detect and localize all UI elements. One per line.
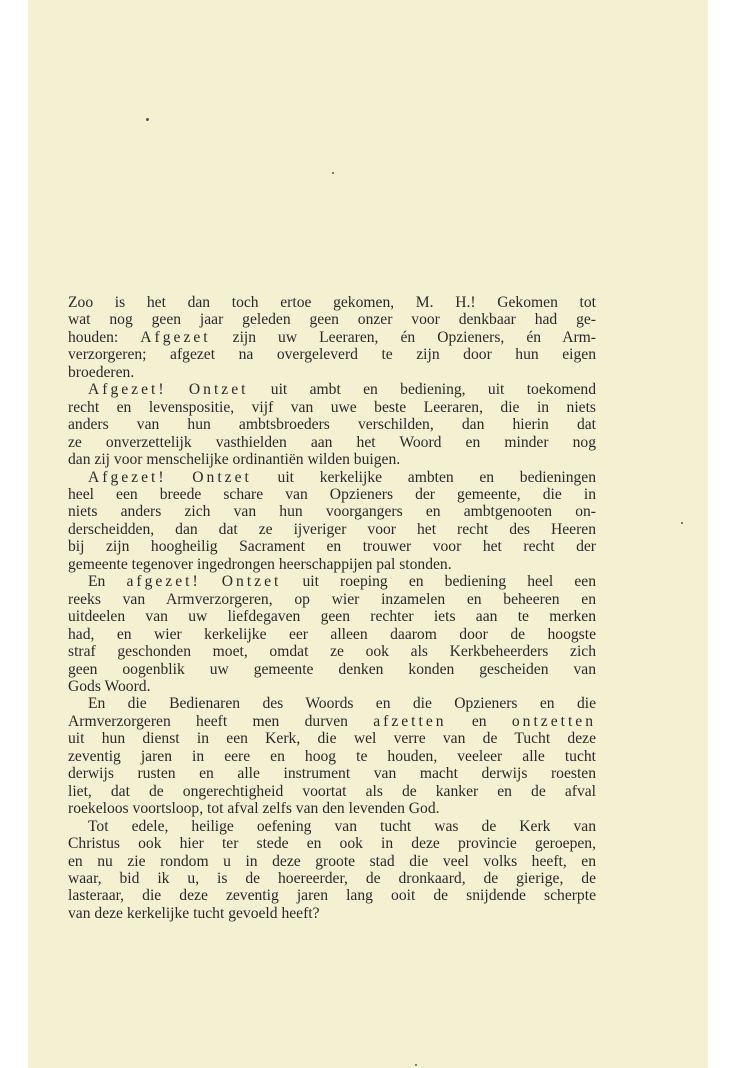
spaced-emphasis-text: Afgezet! [88, 468, 167, 486]
text-line [68, 329, 596, 346]
text-segment: zijn uw Leeraren, én Opzieners, én Arm- [210, 328, 596, 346]
text-segment [167, 469, 193, 486]
text-line [68, 311, 596, 328]
paragraph [68, 381, 596, 468]
text-line [68, 591, 596, 608]
text-segment: wat nog geen jaar geleden geen onzer voor denkbaar had ge- [68, 311, 596, 329]
text-segment: en [446, 712, 512, 730]
text-line [68, 783, 596, 800]
text-line [68, 695, 596, 712]
text-line [68, 434, 596, 451]
text-line [68, 748, 596, 765]
text-line [68, 713, 596, 730]
paragraph [68, 573, 596, 695]
text-segment: Armverzorgeren heeft men durven [68, 712, 374, 730]
text-line [68, 870, 596, 887]
text-line [68, 800, 596, 817]
text-segment: Christus ook hier ter stede en ook in deze provincie geroepen, [68, 835, 596, 853]
text-segment: zeventig jaren in eere en hoog te houden, veeleer alle tucht [68, 747, 596, 765]
text-line [68, 678, 596, 695]
text-line [68, 294, 596, 311]
text-segment: recht en levenspositie, vijf van uwe beste Leeraren, die in niets [68, 398, 596, 416]
text-line [68, 469, 596, 486]
spaced-emphasis-text: afzetten [373, 712, 447, 730]
text-line [68, 451, 596, 468]
ink-speck [332, 172, 334, 174]
text-segment: uit hun dienst in een Kerk, die wel verre van de Tucht deze [68, 730, 596, 748]
spaced-emphasis-text: Ontzet [221, 573, 282, 591]
text-line [68, 887, 596, 904]
ink-speck [415, 1064, 417, 1066]
text-line [68, 521, 596, 538]
body-text [68, 294, 596, 922]
spaced-emphasis-text: afgezet! [126, 573, 201, 591]
text-segment: uit roeping en bediening heel een [281, 573, 596, 591]
text-segment: straf geschonden moet, omdat ze ook als Kerkbeheerders zich [68, 643, 596, 661]
text-segment: houden: [68, 328, 141, 346]
text-line [68, 835, 596, 852]
text-line [68, 486, 596, 503]
text-line [68, 364, 596, 381]
text-line [68, 661, 596, 678]
text-line [68, 626, 596, 643]
spaced-emphasis-text: Afgezet [140, 328, 211, 346]
text-segment: niets anders zich van hun voorgangers en ambtgenooten on- [68, 503, 596, 521]
spaced-emphasis-text: Ontzet [192, 468, 252, 486]
text-segment: broederen. [68, 363, 135, 381]
text-segment: dan zij voor menschelijke ordinantiën wilden buigen. [68, 451, 401, 469]
text-line [68, 608, 596, 625]
text-segment: derwijs rusten en alle instrument van macht derwijs roesten [68, 765, 596, 783]
text-segment: En die Bedienaren des Woords en die Opzieners en die [88, 695, 596, 713]
text-segment: Tot edele, heilige oefening van tucht was de Kerk van [88, 817, 596, 835]
text-segment [201, 573, 222, 590]
text-segment: had, en wier kerkelijke eer alleen daarom door de hoogste [68, 625, 596, 643]
spaced-emphasis-text: ontzetten [511, 712, 596, 730]
text-segment: Zoo is het dan toch ertoe gekomen, M. H.! Gekomen tot [68, 294, 596, 311]
text-segment: Gods Woord. [68, 677, 151, 695]
text-segment: reeks van Armverzorgeren, op wier inzamelen en beheeren en [68, 590, 596, 608]
text-line [68, 643, 596, 660]
text-line [68, 765, 596, 782]
text-line [68, 416, 596, 433]
paragraph [68, 294, 596, 381]
text-line [68, 818, 596, 835]
text-segment: gemeente tegenover ingedrongen heerschappijen pal stonden. [68, 555, 452, 573]
text-segment: verzorgeren; afgezet na overgeleverd te zijn door hun eigen [68, 346, 596, 364]
text-segment: waar, bid ik u, is de hoereerder, de dronkaard, de gierige, de [68, 869, 596, 887]
ink-speck [681, 522, 683, 524]
text-line [68, 503, 596, 520]
text-segment: uitdeelen van uw liefdegaven geen rechter iets aan te merken [68, 608, 596, 626]
text-line [68, 346, 596, 363]
text-segment: uit ambt en bediening, uit toekomend [248, 381, 596, 399]
text-segment: geen oogenblik uw gemeente denken konden gescheiden van [68, 660, 596, 678]
text-segment: En [88, 573, 127, 591]
text-segment: uit kerkelijke ambten en bedieningen [251, 468, 597, 486]
text-line [68, 730, 596, 747]
text-segment: lasteraar, die deze zeventig jaren lang ooit de snijdende scherpte [68, 887, 596, 905]
text-segment: heel een breede schare van Opzieners der gemeente, die in [68, 485, 596, 503]
text-line [68, 399, 596, 416]
text-segment: en nu zie rondom u in deze groote stad die veel volks heeft, en [68, 852, 596, 870]
text-segment: bij zijn hoogheilig Sacrament en trouwer voor het recht der [68, 538, 596, 556]
text-line [68, 573, 596, 590]
text-segment: van deze kerkelijke tucht gevoeld heeft? [68, 904, 320, 922]
spaced-emphasis-text: Afgezet! [88, 381, 167, 399]
text-segment: derscheidden, dan dat ze ijveriger voor het recht des Heeren [68, 520, 596, 538]
text-segment: anders van hun ambtsbroeders verschilden, dan hierin dat [68, 416, 596, 434]
text-segment: roekeloos voortsloop, tot afval zelfs van den levenden God. [68, 800, 440, 818]
text-line [68, 905, 596, 922]
paragraph [68, 469, 596, 574]
text-line [68, 538, 596, 555]
paragraph [68, 695, 596, 817]
text-segment: ze onverzettelijk vasthielden aan het Woord en minder nog [68, 433, 596, 451]
text-line [68, 381, 596, 398]
ink-speck [146, 118, 149, 121]
spaced-emphasis-text: Ontzet [188, 381, 249, 399]
paragraph [68, 818, 596, 923]
text-line [68, 556, 596, 573]
text-segment [167, 381, 189, 398]
text-line [68, 853, 596, 870]
text-segment: liet, dat de ongerechtigheid voortat als de kanker en de afval [68, 782, 596, 800]
